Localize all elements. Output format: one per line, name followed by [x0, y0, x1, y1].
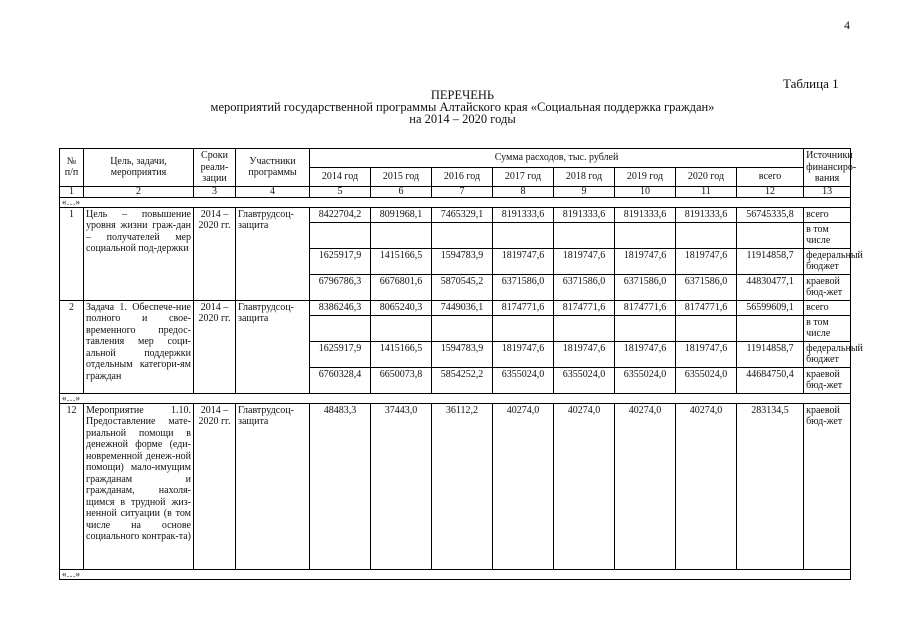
- header-year: 2019 год: [615, 167, 676, 186]
- header-year: 2018 год: [554, 167, 615, 186]
- row-source: краевой бюд-жет: [804, 403, 851, 569]
- row-goal: Цель – повышение уровня жизни граж-дан – получателей мер социальной под-держки: [84, 207, 194, 300]
- value-cell: 8191333,6: [493, 207, 554, 222]
- value-cell: 8386246,3: [310, 300, 371, 315]
- value-cell: 1625917,9: [310, 248, 371, 274]
- value-cell: [615, 222, 676, 248]
- column-number: 4: [236, 186, 310, 197]
- header-participants: Участники программы: [236, 149, 310, 187]
- value-cell: [310, 315, 371, 341]
- column-number: 13: [804, 186, 851, 197]
- value-cell: 44684750,4: [737, 367, 804, 393]
- value-cell: 6650073,8: [371, 367, 432, 393]
- value-cell: 1819747,6: [554, 341, 615, 367]
- row-participants: Главтрудсоц-защита: [236, 207, 310, 300]
- column-number: 3: [194, 186, 236, 197]
- title-line-1: ПЕРЕЧЕНЬ: [430, 88, 495, 102]
- page-number: 4: [844, 18, 850, 32]
- value-cell: 1819747,6: [676, 248, 737, 274]
- header-year: всего: [737, 167, 804, 186]
- title-line-3: на 2014 – 2020 годы: [409, 112, 516, 126]
- value-cell: 8191333,6: [554, 207, 615, 222]
- value-cell: 1594783,9: [432, 248, 493, 274]
- row-source: краевой бюд-жет: [804, 274, 851, 300]
- row-num: 1: [60, 207, 84, 300]
- value-cell: 40274,0: [676, 403, 737, 569]
- table-row: [60, 300, 851, 315]
- row-goal: Мероприятие 1.10. Предоставление мате-риальной помощи в денежной форме (еди-новременной денеж-ной помощи) мало-имущим гражданам и гражданам, нахоля-щимся в трудной жиз-ненной ситуации (в том числе на основе социального контрак-та): [84, 403, 194, 569]
- value-cell: 8191333,6: [615, 207, 676, 222]
- value-cell: 44830477,1: [737, 274, 804, 300]
- value-cell: 6355024,0: [615, 367, 676, 393]
- header-sources: Источники финансиро-вания: [804, 149, 851, 187]
- value-cell: 6371586,0: [493, 274, 554, 300]
- value-cell: 6371586,0: [615, 274, 676, 300]
- row-participants: Главтрудсоц-защита: [236, 403, 310, 569]
- row-terms: 2014 – 2020 гг.: [194, 403, 236, 569]
- value-cell: 5870545,2: [432, 274, 493, 300]
- value-cell: [615, 315, 676, 341]
- value-cell: [310, 222, 371, 248]
- column-number: 10: [615, 186, 676, 197]
- header-terms: Сроки реали-зации: [194, 149, 236, 187]
- column-number: 2: [84, 186, 194, 197]
- value-cell: [554, 315, 615, 341]
- value-cell: 11914858,7: [737, 341, 804, 367]
- column-number: 12: [737, 186, 804, 197]
- value-cell: 6355024,0: [554, 367, 615, 393]
- value-cell: 37443,0: [371, 403, 432, 569]
- value-cell: 40274,0: [493, 403, 554, 569]
- column-number: 7: [432, 186, 493, 197]
- table-label: Таблица 1: [783, 76, 839, 91]
- value-cell: [371, 222, 432, 248]
- value-cell: 5854252,2: [432, 367, 493, 393]
- value-cell: 1819747,6: [554, 248, 615, 274]
- value-cell: 8174771,6: [554, 300, 615, 315]
- row-num: 2: [60, 300, 84, 393]
- value-cell: [432, 315, 493, 341]
- value-cell: 6355024,0: [493, 367, 554, 393]
- title-line-2: мероприятий государственной программы Алтайского края «Социальная поддержка граждан»: [210, 100, 715, 114]
- header-num: № п/п: [60, 149, 84, 187]
- value-cell: 7449036,1: [432, 300, 493, 315]
- row-goal: Задача 1. Обеспече-ние полного и свое-временного предос-тавления мер соци-альной поддержки отдельным категори-ям граждан: [84, 300, 194, 393]
- header-year: 2017 год: [493, 167, 554, 186]
- column-number: 11: [676, 186, 737, 197]
- value-cell: [371, 315, 432, 341]
- value-cell: 1819747,6: [615, 341, 676, 367]
- row-source: всего: [804, 300, 851, 315]
- value-cell: 283134,5: [737, 403, 804, 569]
- value-cell: 1415166,5: [371, 248, 432, 274]
- value-cell: 8091968,1: [371, 207, 432, 222]
- value-cell: 1594783,9: [432, 341, 493, 367]
- value-cell: [432, 222, 493, 248]
- separator: «…»: [60, 197, 851, 207]
- row-source: федеральный бюджет: [804, 341, 851, 367]
- value-cell: 6371586,0: [676, 274, 737, 300]
- row-source: краевой бюд-жет: [804, 367, 851, 393]
- value-cell: 1625917,9: [310, 341, 371, 367]
- value-cell: 1819747,6: [493, 248, 554, 274]
- value-cell: [493, 222, 554, 248]
- value-cell: 6760328,4: [310, 367, 371, 393]
- value-cell: 8174771,6: [676, 300, 737, 315]
- value-cell: [493, 315, 554, 341]
- value-cell: 1415166,5: [371, 341, 432, 367]
- value-cell: 56745335,8: [737, 207, 804, 222]
- row-num: 12: [60, 403, 84, 569]
- header-goal: Цель, задачи, мероприятия: [84, 149, 194, 187]
- activities-table: [59, 148, 863, 580]
- value-cell: 11914858,7: [737, 248, 804, 274]
- value-cell: [737, 315, 804, 341]
- value-cell: 8174771,6: [493, 300, 554, 315]
- header-year: 2015 год: [371, 167, 432, 186]
- row-terms: 2014 – 2020 гг.: [194, 300, 236, 393]
- value-cell: 8422704,2: [310, 207, 371, 222]
- value-cell: 8174771,6: [615, 300, 676, 315]
- value-cell: [676, 222, 737, 248]
- value-cell: 6676801,6: [371, 274, 432, 300]
- table-row: [60, 207, 851, 222]
- header-year: 2020 год: [676, 167, 737, 186]
- row-terms: 2014 – 2020 гг.: [194, 207, 236, 300]
- column-number: 5: [310, 186, 371, 197]
- value-cell: [676, 315, 737, 341]
- value-cell: 8191333,6: [676, 207, 737, 222]
- value-cell: 6371586,0: [554, 274, 615, 300]
- column-number: 6: [371, 186, 432, 197]
- column-number: 1: [60, 186, 84, 197]
- row-source: федеральный бюджет: [804, 248, 851, 274]
- value-cell: 56599609,1: [737, 300, 804, 315]
- header-year: 2014 год: [310, 167, 371, 186]
- separator: «…»: [60, 569, 851, 579]
- value-cell: 6796786,3: [310, 274, 371, 300]
- header-year: 2016 год: [432, 167, 493, 186]
- value-cell: 48483,3: [310, 403, 371, 569]
- separator: «…»: [60, 393, 851, 403]
- value-cell: 1819747,6: [615, 248, 676, 274]
- row-participants: Главтрудсоц-защита: [236, 300, 310, 393]
- column-number: 9: [554, 186, 615, 197]
- row-source: всего: [804, 207, 851, 222]
- value-cell: [737, 222, 804, 248]
- value-cell: 40274,0: [554, 403, 615, 569]
- value-cell: 6355024,0: [676, 367, 737, 393]
- value-cell: 8065240,3: [371, 300, 432, 315]
- row-source: в том числе: [804, 222, 851, 248]
- row-source: в том числе: [804, 315, 851, 341]
- value-cell: 36112,2: [432, 403, 493, 569]
- header-sum: Сумма расходов, тыс. рублей: [310, 149, 804, 168]
- value-cell: 40274,0: [615, 403, 676, 569]
- value-cell: 1819747,6: [676, 341, 737, 367]
- value-cell: 1819747,6: [493, 341, 554, 367]
- value-cell: 7465329,1: [432, 207, 493, 222]
- value-cell: [554, 222, 615, 248]
- column-number: 8: [493, 186, 554, 197]
